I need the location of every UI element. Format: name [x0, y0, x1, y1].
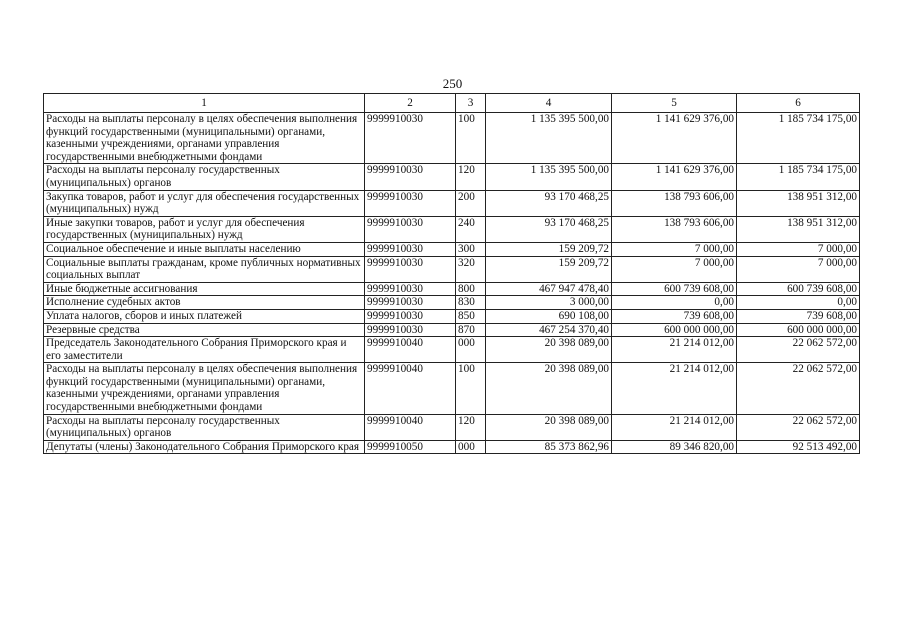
expense-name-cell: Депутаты (члены) Законодательного Собрания Приморского края — [44, 440, 365, 454]
column-header-3: 3 — [456, 94, 486, 113]
header-row — [44, 94, 860, 113]
amount-col4-cell: 93 170 468,25 — [486, 216, 612, 242]
expense-name-cell: Уплата налогов, сборов и иных платежей — [44, 309, 365, 323]
table-row — [44, 256, 860, 282]
expense-name-cell: Расходы на выплаты персоналу государственных (муниципальных) органов — [44, 414, 365, 440]
target-code-cell: 9999910030 — [365, 113, 456, 164]
amount-col4-cell: 467 947 478,40 — [486, 282, 612, 296]
target-code-cell: 9999910040 — [365, 414, 456, 440]
amount-col4-cell: 93 170 468,25 — [486, 190, 612, 216]
table-row — [44, 296, 860, 310]
expense-name-cell: Председатель Законодательного Собрания Приморского края и его заместители — [44, 337, 365, 363]
column-header-2: 2 — [365, 94, 456, 113]
amount-col5-cell: 21 214 012,00 — [612, 363, 737, 414]
expense-kind-cell: 100 — [456, 363, 486, 414]
amount-col6-cell: 0,00 — [737, 296, 860, 310]
amount-col6-cell: 600 000 000,00 — [737, 323, 860, 337]
amount-col4-cell: 20 398 089,00 — [486, 414, 612, 440]
amount-col5-cell: 600 000 000,00 — [612, 323, 737, 337]
expense-kind-cell: 120 — [456, 164, 486, 190]
expense-name-cell: Расходы на выплаты персоналу в целях обеспечения выполнения функций государственными (муниципальными) органами, казенными учреждениями, органами управления государственными внебюджетными фондами — [44, 113, 365, 164]
expense-kind-cell: 000 — [456, 440, 486, 454]
table-row — [44, 216, 860, 242]
column-header-5: 5 — [612, 94, 737, 113]
amount-col6-cell: 92 513 492,00 — [737, 440, 860, 454]
amount-col6-cell: 22 062 572,00 — [737, 337, 860, 363]
amount-col5-cell: 1 141 629 376,00 — [612, 164, 737, 190]
expense-name-cell: Закупка товаров, работ и услуг для обеспечения государственных (муниципальных) нужд — [44, 190, 365, 216]
expense-name-cell: Иные бюджетные ассигнования — [44, 282, 365, 296]
amount-col6-cell: 22 062 572,00 — [737, 363, 860, 414]
amount-col5-cell: 138 793 606,00 — [612, 216, 737, 242]
expense-kind-cell: 120 — [456, 414, 486, 440]
amount-col5-cell: 7 000,00 — [612, 256, 737, 282]
amount-col6-cell: 7 000,00 — [737, 242, 860, 256]
amount-col6-cell: 138 951 312,00 — [737, 216, 860, 242]
amount-col4-cell: 690 108,00 — [486, 309, 612, 323]
amount-col6-cell: 7 000,00 — [737, 256, 860, 282]
target-code-cell: 9999910030 — [365, 282, 456, 296]
amount-col5-cell: 7 000,00 — [612, 242, 737, 256]
amount-col4-cell: 159 209,72 — [486, 242, 612, 256]
table-row — [44, 414, 860, 440]
amount-col6-cell: 22 062 572,00 — [737, 414, 860, 440]
page-number: 250 — [442, 76, 463, 91]
expense-kind-cell: 320 — [456, 256, 486, 282]
table-body — [44, 113, 860, 454]
target-code-cell: 9999910050 — [365, 440, 456, 454]
table-row — [44, 337, 860, 363]
expense-kind-cell: 200 — [456, 190, 486, 216]
amount-col5-cell: 600 739 608,00 — [612, 282, 737, 296]
budget-table — [43, 93, 860, 454]
amount-col5-cell: 0,00 — [612, 296, 737, 310]
amount-col4-cell: 20 398 089,00 — [486, 363, 612, 414]
target-code-cell: 9999910030 — [365, 216, 456, 242]
table-row — [44, 363, 860, 414]
target-code-cell: 9999910030 — [365, 242, 456, 256]
amount-col4-cell: 85 373 862,96 — [486, 440, 612, 454]
amount-col6-cell: 600 739 608,00 — [737, 282, 860, 296]
target-code-cell: 9999910030 — [365, 256, 456, 282]
expense-kind-cell: 100 — [456, 113, 486, 164]
column-header-6: 6 — [737, 94, 860, 113]
expense-name-cell: Резервные средства — [44, 323, 365, 337]
expense-name-cell: Исполнение судебных актов — [44, 296, 365, 310]
table-row — [44, 190, 860, 216]
expense-kind-cell: 870 — [456, 323, 486, 337]
expense-kind-cell: 000 — [456, 337, 486, 363]
amount-col5-cell: 21 214 012,00 — [612, 414, 737, 440]
expense-name-cell: Расходы на выплаты персоналу в целях обеспечения выполнения функций государственными (муниципальными) органами, казенными учреждениями, органами управления государственными внебюджетными фондами — [44, 363, 365, 414]
amount-col5-cell: 89 346 820,00 — [612, 440, 737, 454]
target-code-cell: 9999910030 — [365, 190, 456, 216]
amount-col4-cell: 1 135 395 500,00 — [486, 113, 612, 164]
target-code-cell: 9999910030 — [365, 164, 456, 190]
amount-col4-cell: 467 254 370,40 — [486, 323, 612, 337]
expense-kind-cell: 800 — [456, 282, 486, 296]
table-row — [44, 323, 860, 337]
expense-kind-cell: 240 — [456, 216, 486, 242]
table-row — [44, 113, 860, 164]
table-row — [44, 164, 860, 190]
table-row — [44, 242, 860, 256]
target-code-cell: 9999910040 — [365, 363, 456, 414]
expense-name-cell: Расходы на выплаты персоналу государственных (муниципальных) органов — [44, 164, 365, 190]
expense-name-cell: Социальные выплаты гражданам, кроме публичных нормативных социальных выплат — [44, 256, 365, 282]
expense-kind-cell: 850 — [456, 309, 486, 323]
target-code-cell: 9999910030 — [365, 296, 456, 310]
amount-col6-cell: 1 185 734 175,00 — [737, 164, 860, 190]
amount-col4-cell: 159 209,72 — [486, 256, 612, 282]
amount-col5-cell: 138 793 606,00 — [612, 190, 737, 216]
expense-name-cell: Социальное обеспечение и иные выплаты населению — [44, 242, 365, 256]
amount-col5-cell: 1 141 629 376,00 — [612, 113, 737, 164]
amount-col4-cell: 3 000,00 — [486, 296, 612, 310]
expense-kind-cell: 300 — [456, 242, 486, 256]
amount-col6-cell: 1 185 734 175,00 — [737, 113, 860, 164]
table-row — [44, 309, 860, 323]
amount-col6-cell: 739 608,00 — [737, 309, 860, 323]
column-header-4: 4 — [486, 94, 612, 113]
amount-col5-cell: 21 214 012,00 — [612, 337, 737, 363]
column-header-1: 1 — [44, 94, 365, 113]
amount-col6-cell: 138 951 312,00 — [737, 190, 860, 216]
target-code-cell: 9999910030 — [365, 323, 456, 337]
amount-col4-cell: 20 398 089,00 — [486, 337, 612, 363]
target-code-cell: 9999910040 — [365, 337, 456, 363]
target-code-cell: 9999910030 — [365, 309, 456, 323]
table-row — [44, 282, 860, 296]
amount-col5-cell: 739 608,00 — [612, 309, 737, 323]
amount-col4-cell: 1 135 395 500,00 — [486, 164, 612, 190]
expense-name-cell: Иные закупки товаров, работ и услуг для обеспечения государственных (муниципальных) нужд — [44, 216, 365, 242]
expense-kind-cell: 830 — [456, 296, 486, 310]
table-row — [44, 440, 860, 454]
